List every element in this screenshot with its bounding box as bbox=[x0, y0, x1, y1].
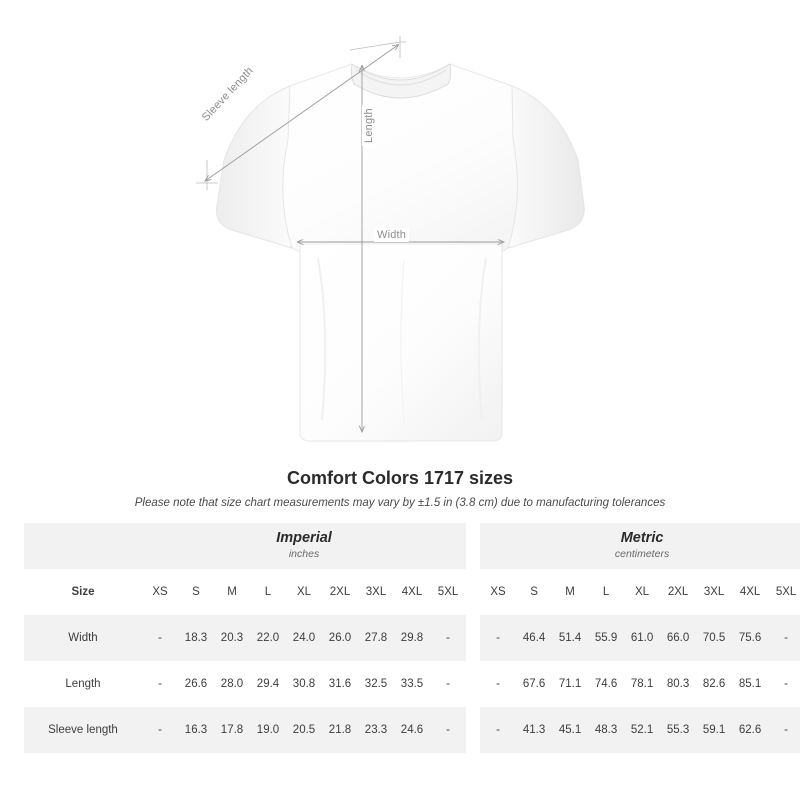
sleeve-metric-xs: - bbox=[480, 707, 516, 753]
length-imperial-l: 29.4 bbox=[256, 678, 280, 690]
width-imperial-2xl: 26.0 bbox=[322, 615, 358, 661]
sleeve-metric-4xl: 62.6 bbox=[732, 707, 768, 753]
length-metric-3xl: 82.6 bbox=[702, 678, 726, 690]
sleeve-metric-3xl: 59.1 bbox=[696, 707, 732, 753]
unit-header-row bbox=[24, 523, 800, 569]
sleeve-metric-s: 41.3 bbox=[516, 707, 552, 753]
sleeve-guide-top bbox=[350, 42, 406, 50]
sleeve-metric-xl: 52.1 bbox=[624, 707, 660, 753]
length-metric-5xl: - bbox=[784, 678, 788, 690]
length-metric-l: 74.6 bbox=[594, 678, 618, 690]
size-header-metric-5xl: 5XL bbox=[775, 586, 797, 598]
metric-subtitle: centimeters bbox=[614, 547, 670, 560]
size-header-imperial-4xl: 4XL bbox=[401, 586, 423, 598]
row-label-sleeve-length: Sleeve length bbox=[24, 707, 142, 753]
width-imperial-5xl: - bbox=[430, 615, 466, 661]
metric-header bbox=[480, 523, 800, 569]
sleeve-imperial-s: 16.3 bbox=[178, 707, 214, 753]
width-metric-2xl: 66.0 bbox=[660, 615, 696, 661]
size-header-gap bbox=[466, 569, 480, 615]
length-metric-xs: - bbox=[496, 678, 500, 690]
width-imperial-l: 22.0 bbox=[250, 615, 286, 661]
size-table bbox=[24, 523, 800, 753]
imperial-title: Imperial bbox=[276, 530, 332, 547]
width-metric-3xl: 70.5 bbox=[696, 615, 732, 661]
size-header-metric-2xl: 2XL bbox=[667, 586, 689, 598]
size-header-imperial-2xl: 2XL bbox=[329, 586, 351, 598]
sleeve-imperial-2xl: 21.8 bbox=[322, 707, 358, 753]
sleeve-imperial-l: 19.0 bbox=[250, 707, 286, 753]
sleeve-imperial-4xl: 24.6 bbox=[394, 707, 430, 753]
sleeve-gap bbox=[466, 707, 480, 753]
table-row bbox=[24, 661, 800, 707]
size-header-imperial-xs: XS bbox=[152, 586, 168, 598]
unit-header-spacer bbox=[24, 523, 142, 569]
length-imperial-3xl: 32.5 bbox=[364, 678, 388, 690]
sleeve-imperial-m: 17.8 bbox=[214, 707, 250, 753]
sleeve-imperial-5xl: - bbox=[430, 707, 466, 753]
page-title: Comfort Colors 1717 sizes bbox=[286, 468, 514, 488]
sleeve-metric-l: 48.3 bbox=[588, 707, 624, 753]
size-header-metric-xs: XS bbox=[490, 586, 506, 598]
size-header-imperial-m: M bbox=[227, 586, 237, 598]
length-metric-2xl: 80.3 bbox=[666, 678, 690, 690]
size-header-imperial-5xl: 5XL bbox=[437, 586, 459, 598]
size-table-wrapper bbox=[24, 523, 797, 753]
width-imperial-3xl: 27.8 bbox=[358, 615, 394, 661]
sleeve-imperial-xl: 20.5 bbox=[286, 707, 322, 753]
length-imperial-4xl: 33.5 bbox=[400, 678, 424, 690]
width-metric-xs: - bbox=[480, 615, 516, 661]
width-label: Width bbox=[374, 228, 409, 242]
width-imperial-s: 18.3 bbox=[178, 615, 214, 661]
width-metric-s: 46.4 bbox=[516, 615, 552, 661]
length-imperial-xs: - bbox=[158, 678, 162, 690]
imperial-header bbox=[142, 523, 466, 569]
size-header-imperial-xl: XL bbox=[296, 586, 312, 598]
sleeve-metric-2xl: 55.3 bbox=[660, 707, 696, 753]
length-label: Length bbox=[362, 105, 376, 146]
width-metric-l: 55.9 bbox=[588, 615, 624, 661]
left-sleeve bbox=[217, 86, 292, 248]
size-header-metric-4xl: 4XL bbox=[739, 586, 761, 598]
size-header-imperial-l: L bbox=[264, 586, 272, 598]
length-gap bbox=[466, 661, 480, 707]
imperial-subtitle: inches bbox=[288, 547, 320, 560]
row-label-length: Length bbox=[65, 678, 101, 690]
size-header-metric-xl: XL bbox=[635, 586, 650, 598]
length-imperial-2xl: 31.6 bbox=[328, 678, 352, 690]
sleeve-length-label: Sleeve length bbox=[197, 62, 259, 127]
metric-title: Metric bbox=[620, 530, 664, 547]
width-gap bbox=[466, 615, 480, 661]
width-imperial-xs: - bbox=[142, 615, 178, 661]
length-imperial-5xl: - bbox=[446, 678, 450, 690]
size-header-imperial-3xl: 3XL bbox=[365, 586, 387, 598]
table-row bbox=[24, 707, 800, 753]
sleeve-metric-5xl: - bbox=[768, 707, 800, 753]
length-metric-m: 71.1 bbox=[558, 678, 582, 690]
unit-gap bbox=[466, 523, 480, 569]
length-imperial-s: 26.6 bbox=[184, 678, 208, 690]
length-imperial-xl: 30.8 bbox=[292, 678, 316, 690]
sleeve-imperial-xs: - bbox=[142, 707, 178, 753]
tolerance-note: Please note that size chart measurements may vary by ±1.5 in (3.8 cm) due to manufacturing tolerances bbox=[134, 497, 666, 509]
width-metric-5xl: - bbox=[768, 615, 800, 661]
title-block bbox=[0, 468, 800, 509]
width-metric-xl: 61.0 bbox=[624, 615, 660, 661]
width-imperial-4xl: 29.8 bbox=[394, 615, 430, 661]
size-header-metric-3xl: 3XL bbox=[703, 586, 725, 598]
length-imperial-m: 28.0 bbox=[220, 678, 244, 690]
size-header-metric-l: L bbox=[602, 586, 610, 598]
length-metric-xl: 78.1 bbox=[630, 678, 654, 690]
length-metric-s: 67.6 bbox=[522, 678, 546, 690]
size-header-row bbox=[24, 569, 800, 615]
width-metric-m: 51.4 bbox=[552, 615, 588, 661]
length-metric-4xl: 85.1 bbox=[738, 678, 762, 690]
sleeve-imperial-3xl: 23.3 bbox=[358, 707, 394, 753]
size-label-cell: Size bbox=[71, 586, 95, 598]
size-header-metric-m: M bbox=[565, 586, 575, 598]
sleeve-metric-m: 45.1 bbox=[552, 707, 588, 753]
right-sleeve bbox=[508, 86, 584, 248]
size-header-metric-s: S bbox=[530, 586, 538, 598]
width-imperial-m: 20.3 bbox=[214, 615, 250, 661]
table-row bbox=[24, 615, 800, 661]
width-metric-4xl: 75.6 bbox=[732, 615, 768, 661]
width-imperial-xl: 24.0 bbox=[286, 615, 322, 661]
size-header-imperial-s: S bbox=[192, 586, 200, 598]
row-label-width: Width bbox=[24, 615, 142, 661]
